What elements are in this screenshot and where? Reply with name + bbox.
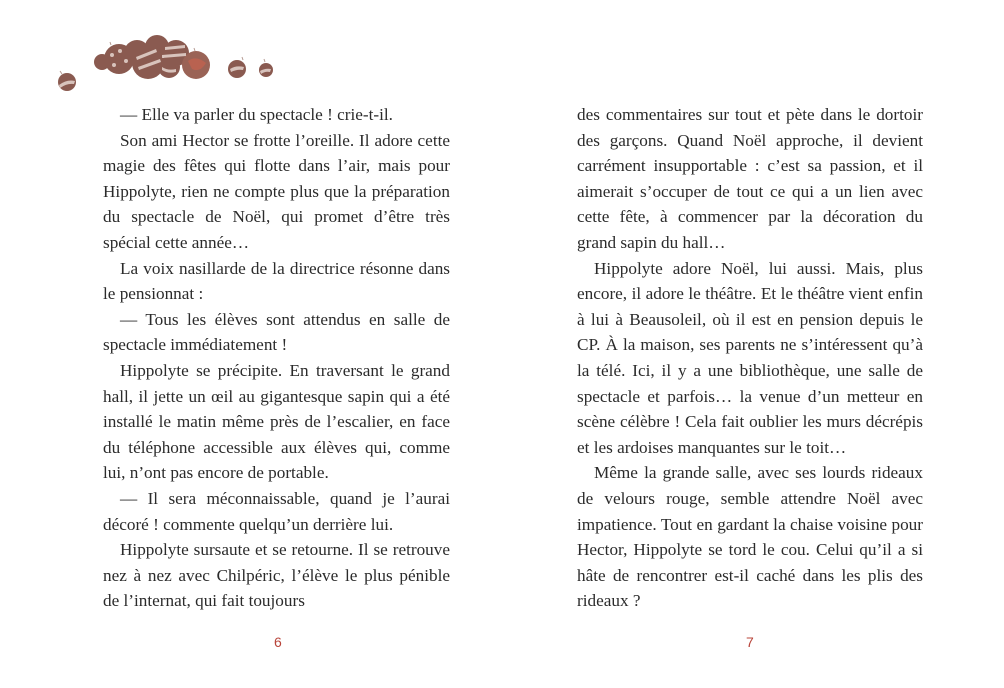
paragraph: La voix nasillarde de la directrice résonne dans le pensionnat : (103, 258, 450, 304)
left-page-text (103, 102, 450, 614)
paragraph: Hippolyte sursaute et se retourne. Il se retrouve nez à nez avec Chilpéric, l’élève le plus pénible de l’internat, qui fait toujours (103, 540, 450, 611)
right-page-text (577, 102, 923, 614)
paragraph: Hippolyte adore Noël, lui aussi. Mais, plus encore, il adore le théâtre. Et le théâtre vient enfin à lui à Beausoleil, où il est en pension depuis le CP. À la maison, ses parents ne s’intéressent qu’à la télé. Ici, il y a une bibliothèque, une salle de spectacle et parfois… la venue d’un metteur en scène célèbre ! Cela fait oublier les murs décrépis et les ardoises manquantes sur le toit… (577, 258, 923, 457)
paragraph: — Elle va parler du spectacle ! crie-t-il. (120, 105, 393, 124)
paragraph-continuation: des commentaires sur tout et pète dans le dortoir des garçons. Quand Noël approche, il devient carrément insupportable : c’est sa passion, et il aimerait s’occuper de tout ce qui a un lien avec cette fête, à commencer par la décoration du grand sapin du hall… (577, 105, 923, 252)
right-page (502, 0, 1004, 688)
page-number: 7 (746, 634, 754, 650)
paragraph: Son ami Hector se frotte l’oreille. Il adore cette magie des fêtes qui flotte dans l’air, mais pour Hippolyte, rien ne compte plus que la préparation du spectacle de Noël, qui promet d’être très spécial cette année… (103, 130, 450, 252)
page-number: 6 (274, 634, 282, 650)
paragraph: Même la grande salle, avec ses lourds rideaux de velours rouge, semble attendre Noël avec impatience. Tout en gardant la chaise voisine pour Hector, Hippolyte se tord le cou. Celui qu’il a si hâte de rencontrer est-il caché dans les plis des rideaux ? (577, 463, 923, 611)
paragraph: Hippolyte se précipite. En traversant le grand hall, il jette un œil au gigantesque sapin qui a été installé le matin même près de l’escalier, en face du téléphone accessible aux élèves qui, comme lui, n’ont pas encore de portable. (103, 360, 450, 483)
paragraph: — Tous les élèves sont attendus en salle de spectacle immédiatement ! (103, 309, 450, 355)
paragraph: — Il sera méconnaissable, quand je l’aurai décoré ! commente quelqu’un derrière lui. (103, 488, 450, 534)
